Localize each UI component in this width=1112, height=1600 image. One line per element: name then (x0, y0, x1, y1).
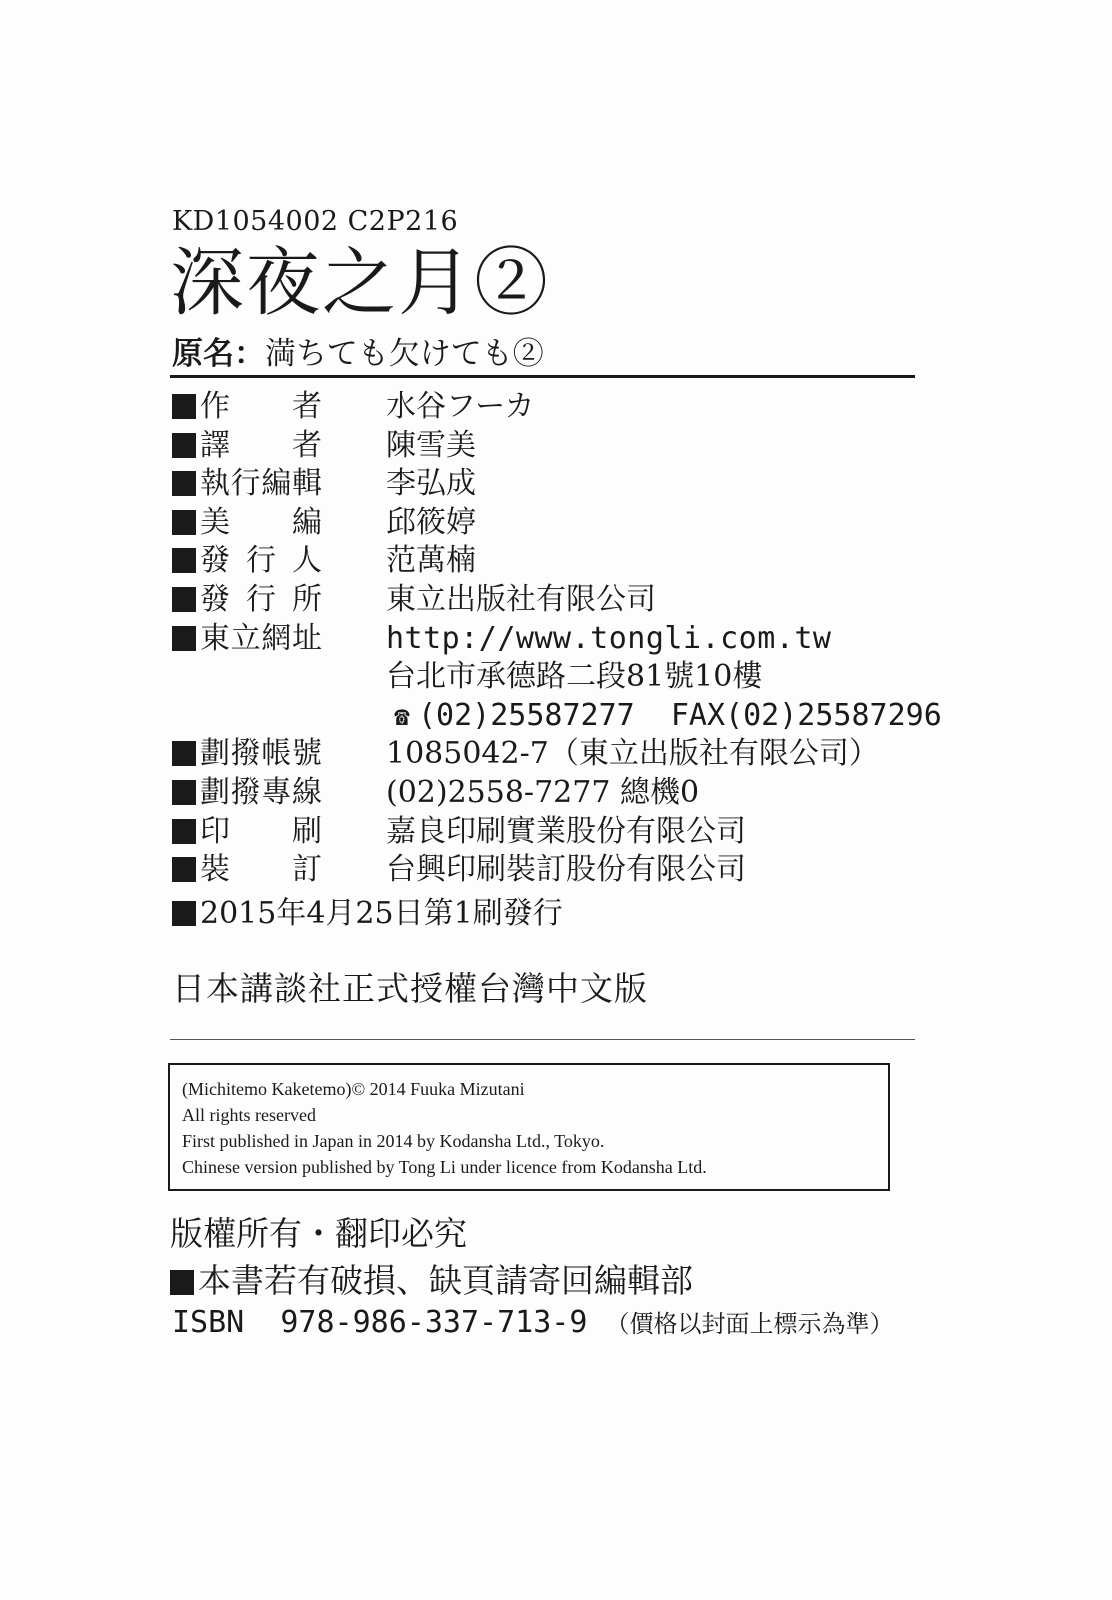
credit-label: 執行編輯 (200, 466, 322, 502)
credit-row-binding (172, 851, 932, 890)
bullet-square (172, 587, 196, 612)
phone-row (172, 697, 942, 736)
bullet-square (172, 780, 196, 805)
credit-label: 美 編 (200, 504, 322, 540)
credit-value: 嘉良印刷實業股份有限公司 (386, 813, 746, 849)
bullet-square (172, 433, 196, 458)
credit-label: 印 刷 (200, 813, 322, 849)
original-title (172, 328, 544, 373)
divider (170, 1039, 915, 1040)
credit-value: 范萬楠 (386, 543, 476, 579)
credit-value: 東立出版社有限公司 (386, 581, 656, 617)
return-notice-text: 本書若有破損、缺頁請寄回編輯部 (198, 1261, 693, 1300)
book-title: 深夜之月② (170, 240, 550, 326)
bullet-square (172, 901, 196, 926)
divider (170, 375, 915, 378)
product-code: KD1054002 C2P216 (172, 206, 459, 237)
credit-value: 水谷フーカ (386, 389, 535, 424)
copyright-line: All rights reserved (182, 1105, 316, 1125)
credit-row-website (172, 620, 932, 659)
bullet-square (172, 548, 196, 573)
credit-label: 劃撥專線 (200, 774, 322, 810)
credit-row-editor (172, 465, 932, 504)
credit-label: 譯 者 (200, 427, 322, 463)
price-note: （價格以封面上標示為準） (605, 1310, 894, 1338)
website-link[interactable]: http://www.tongli.com.tw (386, 620, 832, 656)
publication-date (172, 888, 563, 932)
credit-value: 1085042-7（東立出版社有限公司） (386, 736, 879, 772)
bullet-square (170, 1270, 194, 1295)
bullet-square (172, 471, 196, 496)
return-notice (170, 1255, 693, 1302)
credit-value: (02)2558-7277 總機0 (386, 774, 700, 810)
copyright-line: (Michitemo Kaketemo)© 2014 Fuuka Mizutani (182, 1079, 525, 1099)
authorization-line: 日本講談社正式授權台灣中文版 (172, 969, 648, 1008)
copyright-box (168, 1063, 890, 1191)
telephone-icon: ☎ (394, 701, 410, 732)
rights-reserved: 版權所有・翻印必究 (170, 1214, 467, 1253)
fax-number: FAX(02)25587296 (670, 697, 942, 733)
credit-label: 劃撥帳號 (200, 736, 322, 772)
bullet-square (172, 819, 196, 844)
phone-number: (02)25587277 (418, 697, 635, 733)
bullet-square (172, 394, 196, 419)
credit-value: 台興印刷裝訂股份有限公司 (386, 852, 746, 888)
bullet-square (172, 741, 196, 766)
credit-row-translator (172, 427, 932, 466)
credit-label: 發行所 (200, 581, 322, 617)
credit-row-publishing-house (172, 581, 932, 620)
bullet-square (172, 626, 196, 651)
credit-value: 邱筱婷 (386, 504, 476, 540)
credit-row-account (172, 735, 932, 774)
credit-value: 李弘成 (386, 466, 476, 502)
address: 台北市承德路二段81號10樓 (386, 659, 763, 695)
credit-label: 裝 訂 (200, 852, 322, 888)
copyright-line: First published in Japan in 2014 by Kodansha Ltd., Tokyo. (182, 1131, 605, 1151)
credit-row-author (172, 388, 932, 427)
credit-row-hotline (172, 774, 932, 813)
isbn-label: ISBN (172, 1305, 245, 1340)
credits-list (172, 388, 942, 890)
original-title-label: 原名： (172, 336, 265, 372)
bullet-square (172, 510, 196, 535)
bullet-square (172, 857, 196, 882)
credit-row-printing (172, 813, 932, 852)
credit-row-art-editor (172, 504, 932, 543)
isbn-line (172, 1304, 893, 1340)
credit-value: 陳雪美 (386, 427, 476, 463)
credit-label: 作 者 (200, 389, 322, 424)
publication-date-text: 2015年4月25日第1刷發行 (200, 896, 563, 931)
copyright-line: Chinese version published by Tong Li under licence from Kodansha Ltd. (182, 1157, 707, 1177)
credit-label: 發行人 (200, 543, 322, 579)
isbn-number: 978-986-337-713-9 (280, 1305, 588, 1340)
credit-label: 東立網址 (200, 620, 322, 656)
credit-row-publisher (172, 542, 932, 581)
address-row (172, 658, 932, 697)
original-title-value: 満ちても欠けても② (265, 336, 544, 372)
